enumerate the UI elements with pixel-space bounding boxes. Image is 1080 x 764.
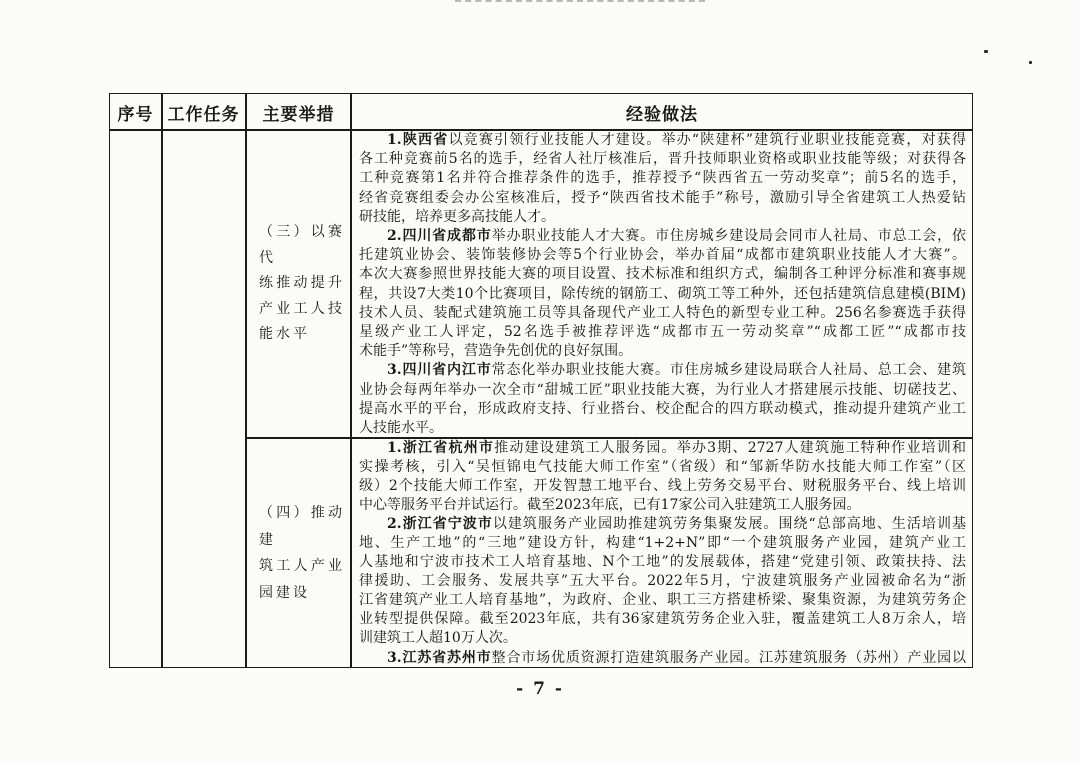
- paragraph-line: 律援助、工会服务、发展共享”五大平台。2022年5月，宁波建筑服务产业园被命名为“浙: [359, 573, 966, 590]
- practice-paragraph: [359, 515, 966, 648]
- practice-cell: [351, 439, 973, 667]
- paragraph-line: 术能手”等称号，营造争先创优的良好氛围。: [359, 343, 633, 360]
- paragraph-line: 业协会每两年举办一次全市“甜城工匠”职业技能大赛，为行业人才搭建展示技能、切磋技艺、: [359, 381, 966, 398]
- practice-paragraph: [359, 649, 966, 668]
- measure-cell: [247, 131, 350, 437]
- paragraph-line: 业转型提供保障。截至2023年底，共有36家建筑劳务企业入驻，覆盖建筑工人8万余人，培: [359, 611, 966, 628]
- paragraph-line: [359, 649, 966, 668]
- paragraph-line: 人技能水平。: [359, 420, 443, 437]
- measure-line: 筑工人产业: [259, 558, 342, 574]
- paragraph-lead: 3.江苏省苏州市: [387, 649, 492, 666]
- paragraph-line: 训建筑工人超10万人次。: [359, 630, 517, 647]
- practice-paragraph: [359, 131, 966, 227]
- paragraph-line: 人基地和宁波市技术工人培育基地、N个工地”的发展载体，搭建“党建引领、政策扶持、法: [359, 554, 966, 571]
- paragraph-lead: 2.浙江省宁波市: [387, 516, 493, 533]
- scan-edge-mark: [455, 0, 705, 2]
- paragraph-line: 地、生产工地”的“三地”建设方针，构建“1+2+N”即“一个建筑服务产业园，建筑产业工: [359, 535, 966, 552]
- measure-line: 产业工人技: [259, 300, 342, 317]
- header-task: 工作任务: [167, 104, 240, 125]
- measure-line: 园建设: [259, 584, 310, 601]
- paragraph-line: [359, 361, 966, 380]
- paragraph-line: [359, 439, 966, 458]
- line-text: 以建筑服务产业园助推建筑劳务集聚发展。围绕“总部高地、生活培训基: [492, 516, 966, 533]
- paragraph-line: 级）2个技能大师工作室，开发智慧工地平台、线上劳务交易平台、财税服务平台、线上培训: [359, 478, 966, 495]
- paragraph-lead: 1.浙江省杭州市: [387, 440, 495, 456]
- measure-line: （四）推动建: [259, 505, 342, 548]
- line-text: 常态化举办职业技能大赛。市住房城乡建设局联合人社局、总工会、建筑: [491, 362, 967, 379]
- paragraph-line: [359, 131, 966, 150]
- paragraph-line: 本次大赛参照世界技能大赛的项目设置、技术标准和组织方式，编制各工种评分标准和赛事规: [359, 266, 966, 283]
- line-text: 以竞赛引领行业技能人才建设。举办“陕建杯”建筑行业职业技能竞赛，对获得: [448, 132, 966, 148]
- line-text: 整合市场优质资源打造建筑服务产业园。江苏建筑服务（苏州）产业园以: [491, 649, 967, 666]
- paragraph-line: 各工种竞赛前5名的选手，经省人社厅核准后，晋升技师职业资格或职业技能等级；对获得各: [359, 151, 966, 168]
- paragraph-line: 中心等服务平台并试运行。截至2023年底，已有17家公司入驻建筑工人服务园。: [359, 497, 861, 514]
- task-cell: [162, 131, 245, 667]
- paragraph-line: 工种竞赛第1名并符合推荐条件的选手，推荐授予“陕西省五一劳动奖章”；前5名的选手，: [359, 170, 966, 187]
- paragraph-line: 星级产业工人评定，52名选手被推荐评选“成都市五一劳动奖章”“成都工匠”“成都市技: [359, 324, 966, 341]
- header-measure: 主要举措: [262, 104, 335, 125]
- header-seq: 序号: [117, 104, 154, 125]
- line-text: 举办职业技能人才大赛。市住房城乡建设局会同市人社局、市总工会，依: [491, 228, 967, 245]
- measure-line: 练推动提升: [259, 275, 342, 292]
- paragraph-lead: 3.四川省内江市: [387, 362, 492, 379]
- paragraph-line: 研技能，培养更多高技能人才。: [359, 208, 555, 225]
- page-number: - 7 -: [516, 679, 564, 699]
- practice-paragraph: [359, 439, 966, 515]
- paragraph-line: [359, 515, 966, 534]
- paragraph-line: 程，共设7大类10个比赛项目，除传统的钢筋工、砌筑工等工种外，还包括建筑信息建模(BIM): [359, 285, 966, 302]
- scan-speck: [984, 50, 988, 53]
- measure-line: 能水平: [259, 326, 310, 343]
- measure-line: （三）以赛代: [259, 224, 342, 266]
- paragraph-line: 实操考核，引入“吴恒锦电气技能大师工作室”（省级）和“邹新华防水技能大师工作室”（区: [359, 459, 966, 476]
- seq-cell: [110, 131, 161, 667]
- paragraph-lead: 2.四川省成都市: [387, 228, 492, 245]
- line-text: 推动建设建筑工人服务园。举办3期、2727人建筑施工特种作业培训和: [494, 440, 966, 456]
- paragraph-line: 托建筑业协会、装饰装修协会等5个行业协会，举办首届“成都市建筑职业技能人才大赛”。: [359, 247, 966, 264]
- paragraph-line: [359, 227, 966, 246]
- paragraph-lead: 1.陕西省: [387, 132, 449, 148]
- scan-speck: [1029, 61, 1032, 64]
- practice-paragraph: [359, 361, 966, 438]
- practice-cell: [351, 131, 973, 438]
- measure-cell: [247, 439, 350, 667]
- paragraph-line: 技术人员、装配式建筑施工员等具备现代产业工人特色的新型专业工种。256名参赛选手获得: [359, 304, 966, 321]
- header-practice: 经验做法: [626, 104, 698, 125]
- practice-paragraph: [359, 227, 966, 361]
- paragraph-line: 江省建筑产业工人培育基地”，为政府、企业、职工三方搭建桥梁、聚集资源，为建筑劳务企: [359, 592, 966, 609]
- paragraph-line: 经省竞赛组委会办公室核准后，授予“陕西省技术能手”称号，激励引导全省建筑工人热爱钻: [359, 189, 966, 206]
- paragraph-line: 提高水平的平台，形成政府支持、行业搭台、校企配合的四方联动模式，推动提升建筑产业工: [359, 400, 966, 417]
